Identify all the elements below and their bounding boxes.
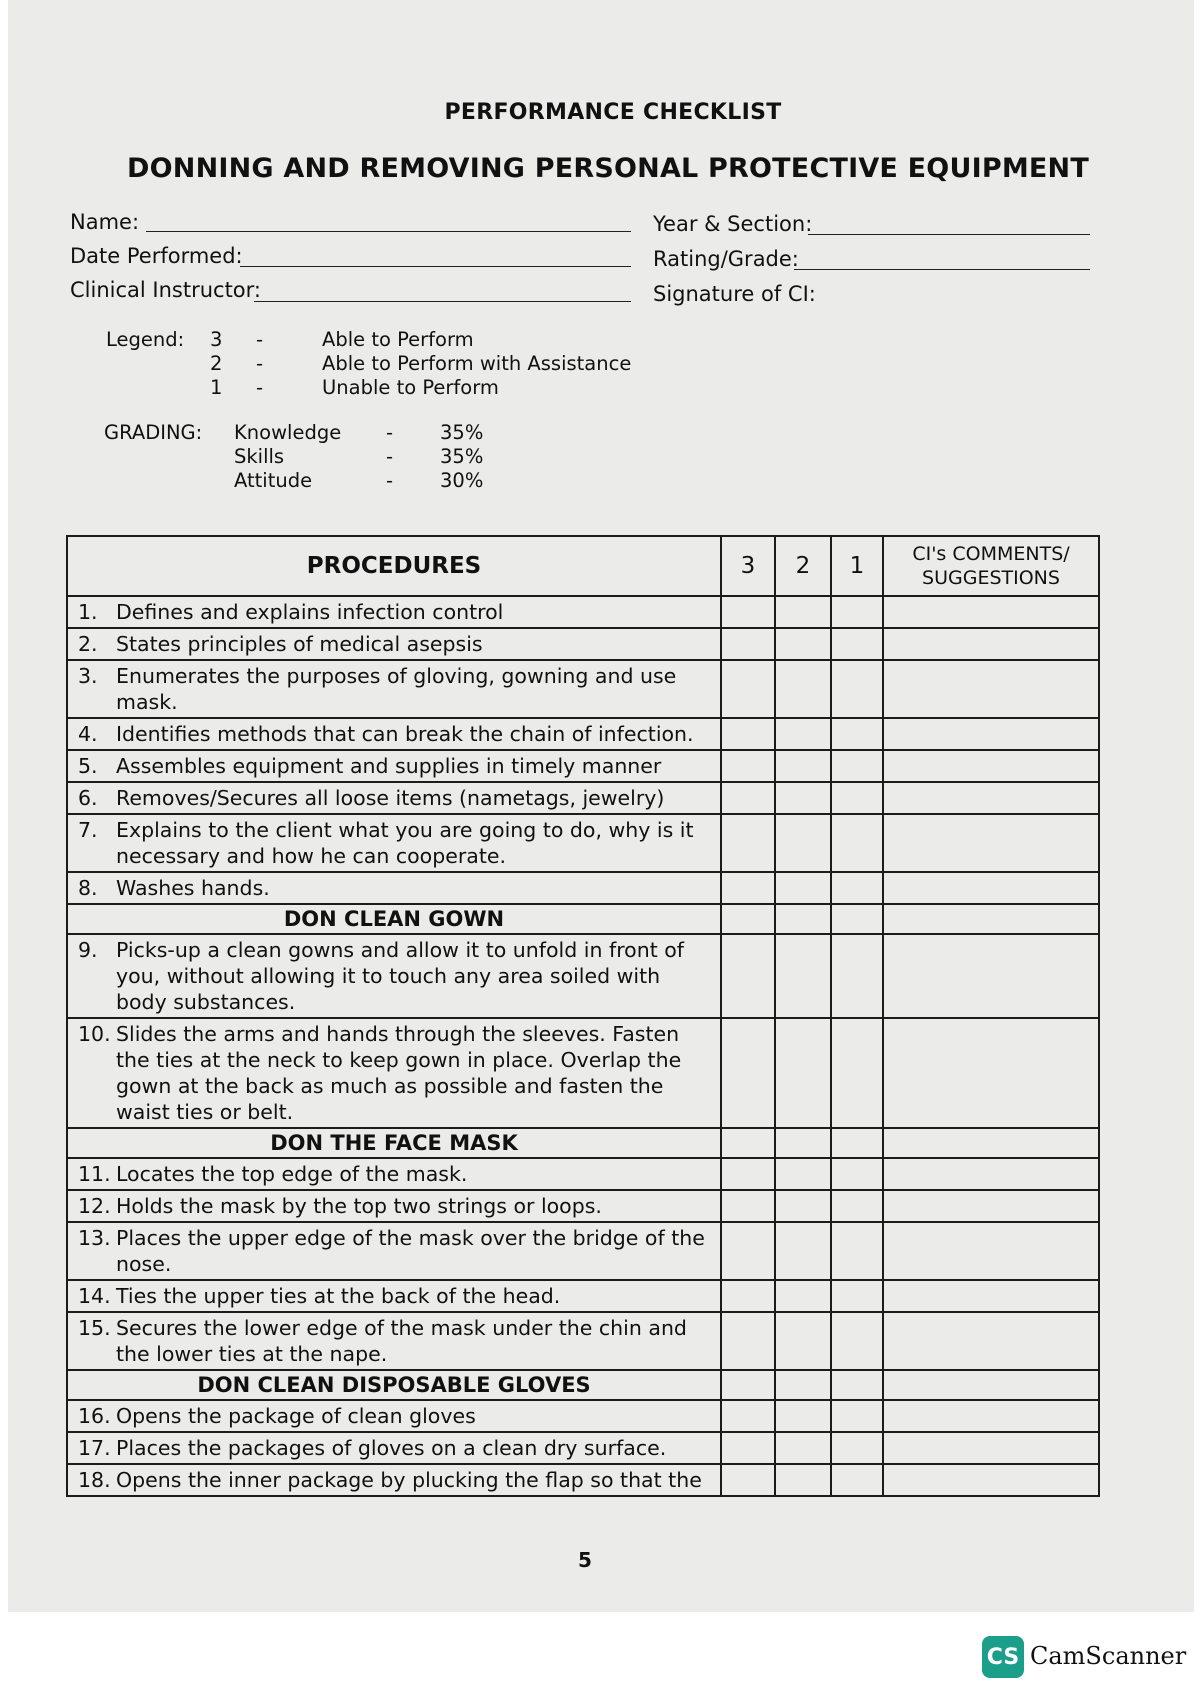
page-number: 5 [578, 1548, 592, 1572]
section-header-row [67, 904, 1099, 934]
procedure-text: Explains to the client what you are going to do, why is it necessary and how he can cooperate. [116, 818, 694, 868]
section-header-row [67, 1128, 1099, 1158]
score-3-cell [721, 718, 775, 750]
procedure-row [67, 1190, 1099, 1222]
comments-cell [883, 750, 1099, 782]
score-3-cell [721, 904, 775, 934]
procedure-row [67, 814, 1099, 872]
legend-score: 3 [210, 328, 223, 351]
procedure-text: Holds the mask by the top two strings or loops. [116, 1194, 602, 1218]
procedure-row [67, 1158, 1099, 1190]
score-2-cell [775, 1128, 831, 1158]
table-header-row [67, 536, 1099, 596]
procedure-row [67, 750, 1099, 782]
procedure-cell [67, 660, 721, 718]
procedure-row [67, 628, 1099, 660]
comments-cell [883, 1018, 1099, 1128]
procedure-row [67, 1312, 1099, 1370]
score-2-cell [775, 1222, 831, 1280]
score-2-cell [775, 1432, 831, 1464]
procedure-number: 16. [78, 1404, 111, 1428]
procedure-text: Opens the package of clean gloves [116, 1404, 476, 1428]
procedure-text: Locates the top edge of the mask. [116, 1162, 468, 1186]
score-2-cell [775, 596, 831, 628]
date-performed-line [240, 266, 631, 267]
comments-cell [883, 934, 1099, 1018]
legend-label: Legend: [106, 328, 185, 351]
score-1-cell [831, 1280, 883, 1312]
procedure-number: 9. [78, 938, 98, 962]
score-1-cell [831, 1464, 883, 1496]
comments-cell [883, 1464, 1099, 1496]
procedure-number: 10. [78, 1022, 111, 1046]
procedure-row [67, 596, 1099, 628]
year-section-line [808, 234, 1090, 235]
score-1-cell [831, 628, 883, 660]
procedure-text: Defines and explains infection control [116, 600, 504, 624]
score-1-cell [831, 1158, 883, 1190]
procedure-text: Places the upper edge of the mask over the bridge of the nose. [116, 1226, 705, 1276]
comments-cell [883, 814, 1099, 872]
legend-score: 2 [210, 352, 223, 375]
procedure-row [67, 1280, 1099, 1312]
procedure-row [67, 1018, 1099, 1128]
legend-score: 1 [210, 376, 223, 399]
comments-cell [883, 596, 1099, 628]
clinical-instructor-label: Clinical Instructor: [70, 278, 261, 302]
procedure-number: 1. [78, 600, 98, 624]
legend-dash: - [256, 376, 264, 399]
score-1-cell [831, 1018, 883, 1128]
score-2-cell [775, 1400, 831, 1432]
signature-ci-label: Signature of CI: [653, 282, 816, 306]
procedure-number: 11. [78, 1162, 111, 1186]
score-1-cell [831, 1312, 883, 1370]
score-2-cell [775, 872, 831, 904]
grading-name: Skills [234, 445, 285, 468]
score-3-cell [721, 628, 775, 660]
score-3-cell [721, 1370, 775, 1400]
year-section-label: Year & Section: [653, 212, 813, 236]
legend-dash: - [256, 328, 264, 351]
procedure-row [67, 1432, 1099, 1464]
score-2-cell [775, 660, 831, 718]
comments-cell [883, 1222, 1099, 1280]
procedure-cell [67, 1312, 721, 1370]
rating-grade-label: Rating/Grade: [653, 247, 799, 271]
score-2-cell [775, 782, 831, 814]
score-1-cell [831, 718, 883, 750]
procedure-cell [67, 782, 721, 814]
procedure-cell [67, 1018, 721, 1128]
comments-cell [883, 1158, 1099, 1190]
score-3-cell [721, 1018, 775, 1128]
procedure-cell [67, 934, 721, 1018]
procedure-number: 3. [78, 664, 98, 688]
score-2-cell [775, 628, 831, 660]
score-3-cell [721, 782, 775, 814]
score-3-cell [721, 1432, 775, 1464]
procedure-cell [67, 1464, 721, 1496]
score-2-cell [775, 1280, 831, 1312]
comments-cell [883, 1370, 1099, 1400]
comments-cell [883, 1400, 1099, 1432]
section-title: DON CLEAN DISPOSABLE GLOVES [67, 1370, 721, 1400]
comments-header [883, 536, 1099, 596]
score-2-cell [775, 814, 831, 872]
score-3-cell [721, 1222, 775, 1280]
procedure-text: Assembles equipment and supplies in timely manner [116, 754, 662, 778]
score-1-cell [831, 1222, 883, 1280]
procedure-row [67, 718, 1099, 750]
procedures-table [66, 535, 1100, 1497]
legend-desc: Able to Perform [322, 328, 474, 351]
score-2-cell [775, 1158, 831, 1190]
score-1-cell [831, 904, 883, 934]
score-1-cell [831, 596, 883, 628]
grading-pct: 35% [440, 421, 484, 444]
score-1-header: 1 [831, 536, 883, 596]
procedures-header: PROCEDURES [67, 536, 721, 596]
score-2-cell [775, 1464, 831, 1496]
comments-cell [883, 1432, 1099, 1464]
procedure-text: Ties the upper ties at the back of the head. [116, 1284, 561, 1308]
section-title: DON CLEAN GOWN [67, 904, 721, 934]
score-1-cell [831, 934, 883, 1018]
procedure-number: 8. [78, 876, 98, 900]
procedure-row [67, 934, 1099, 1018]
score-3-cell [721, 1158, 775, 1190]
score-2-cell [775, 1312, 831, 1370]
comments-cell [883, 1312, 1099, 1370]
name-line [146, 231, 631, 232]
procedure-number: 2. [78, 632, 98, 656]
procedure-text: Slides the arms and hands through the sleeves. Fasten the ties at the neck to keep gown in place. Overlap the gown at the back as much as possible and fasten the waist ties or belt. [116, 1022, 682, 1124]
score-1-cell [831, 750, 883, 782]
procedure-text: Enumerates the purposes of gloving, gowning and use mask. [116, 664, 677, 714]
score-3-cell [721, 1190, 775, 1222]
procedure-number: 14. [78, 1284, 111, 1308]
procedure-number: 12. [78, 1194, 111, 1218]
procedure-cell [67, 596, 721, 628]
procedure-cell [67, 1432, 721, 1464]
legend-desc: Unable to Perform [322, 376, 499, 399]
score-1-cell [831, 1400, 883, 1432]
score-3-cell [721, 750, 775, 782]
grading-dash: - [386, 445, 394, 468]
procedure-cell [67, 1222, 721, 1280]
procedure-row [67, 1400, 1099, 1432]
comments-cell [883, 1280, 1099, 1312]
procedure-cell [67, 872, 721, 904]
date-performed-label: Date Performed: [70, 244, 243, 268]
score-3-cell [721, 1400, 775, 1432]
procedure-text: Opens the inner package by plucking the flap so that the [116, 1468, 702, 1492]
procedure-number: 5. [78, 754, 98, 778]
score-1-cell [831, 1370, 883, 1400]
main-title: DONNING AND REMOVING PERSONAL PROTECTIVE EQUIPMENT [127, 153, 1089, 184]
procedure-text: Removes/Secures all loose items (nametags, jewelry) [116, 786, 665, 810]
procedure-number: 4. [78, 722, 98, 746]
procedure-text: Washes hands. [116, 876, 270, 900]
grading-dash: - [386, 421, 394, 444]
procedure-text: Picks-up a clean gowns and allow it to unfold in front of you, without allowing it to touch any area soiled with body substances. [116, 938, 685, 1014]
comments-cell [883, 904, 1099, 934]
comments-cell [883, 718, 1099, 750]
comments-cell [883, 660, 1099, 718]
score-3-cell [721, 1128, 775, 1158]
grading-pct: 30% [440, 469, 484, 492]
score-3-cell [721, 814, 775, 872]
score-3-cell [721, 872, 775, 904]
procedure-text: Identifies methods that can break the chain of infection. [116, 722, 694, 746]
score-2-cell [775, 1018, 831, 1128]
comments-cell [883, 782, 1099, 814]
grading-name: Knowledge [234, 421, 342, 444]
procedure-row [67, 1464, 1099, 1496]
procedure-text: Secures the lower edge of the mask under the chin and the lower ties at the nape. [116, 1316, 687, 1366]
score-3-cell [721, 660, 775, 718]
comments-cell [883, 1190, 1099, 1222]
score-3-cell [721, 934, 775, 1018]
procedure-cell [67, 628, 721, 660]
comments-cell [883, 628, 1099, 660]
score-1-cell [831, 872, 883, 904]
score-1-cell [831, 1432, 883, 1464]
score-3-cell [721, 1312, 775, 1370]
score-2-cell [775, 1370, 831, 1400]
procedure-cell [67, 1280, 721, 1312]
procedure-row [67, 872, 1099, 904]
score-3-header: 3 [721, 536, 775, 596]
comments-cell [883, 1128, 1099, 1158]
grading-name: Attitude [234, 469, 313, 492]
rating-grade-line [794, 269, 1090, 270]
score-1-cell [831, 1128, 883, 1158]
comments-header-line2: SUGGESTIONS [922, 567, 1060, 589]
clinical-instructor-line [254, 301, 631, 302]
procedure-number: 7. [78, 818, 98, 842]
score-2-cell [775, 1190, 831, 1222]
procedure-row [67, 782, 1099, 814]
score-3-cell [721, 1280, 775, 1312]
procedure-number: 6. [78, 786, 98, 810]
grading-pct: 35% [440, 445, 484, 468]
procedure-number: 17. [78, 1436, 111, 1460]
score-2-cell [775, 718, 831, 750]
comments-header-line1: CI's COMMENTS/ [912, 543, 1070, 565]
camscanner-logo-icon: CS [982, 1636, 1024, 1678]
name-label: Name: [70, 210, 140, 234]
score-2-cell [775, 934, 831, 1018]
procedures-body [67, 596, 1099, 1496]
checklist-title: PERFORMANCE CHECKLIST [444, 100, 782, 125]
score-2-cell [775, 904, 831, 934]
procedure-row [67, 1222, 1099, 1280]
grading-dash: - [386, 469, 394, 492]
procedure-number: 15. [78, 1316, 111, 1340]
procedure-cell [67, 1158, 721, 1190]
procedure-cell [67, 1190, 721, 1222]
procedure-row [67, 660, 1099, 718]
legend-dash: - [256, 352, 264, 375]
procedure-cell [67, 814, 721, 872]
score-3-cell [721, 1464, 775, 1496]
procedure-cell [67, 750, 721, 782]
procedure-cell [67, 1400, 721, 1432]
score-1-cell [831, 782, 883, 814]
procedure-text: States principles of medical asepsis [116, 632, 483, 656]
procedure-cell [67, 718, 721, 750]
score-2-header: 2 [775, 536, 831, 596]
section-header-row [67, 1370, 1099, 1400]
score-3-cell [721, 596, 775, 628]
camscanner-name: CamScanner [1030, 1642, 1187, 1670]
procedure-number: 18. [78, 1468, 111, 1492]
procedure-number: 13. [78, 1226, 111, 1250]
grading-label: GRADING: [104, 421, 203, 444]
legend-desc: Able to Perform with Assistance [322, 352, 632, 375]
score-2-cell [775, 750, 831, 782]
score-1-cell [831, 1190, 883, 1222]
procedure-text: Places the packages of gloves on a clean dry surface. [116, 1436, 667, 1460]
section-title: DON THE FACE MASK [67, 1128, 721, 1158]
comments-cell [883, 872, 1099, 904]
score-1-cell [831, 660, 883, 718]
score-1-cell [831, 814, 883, 872]
